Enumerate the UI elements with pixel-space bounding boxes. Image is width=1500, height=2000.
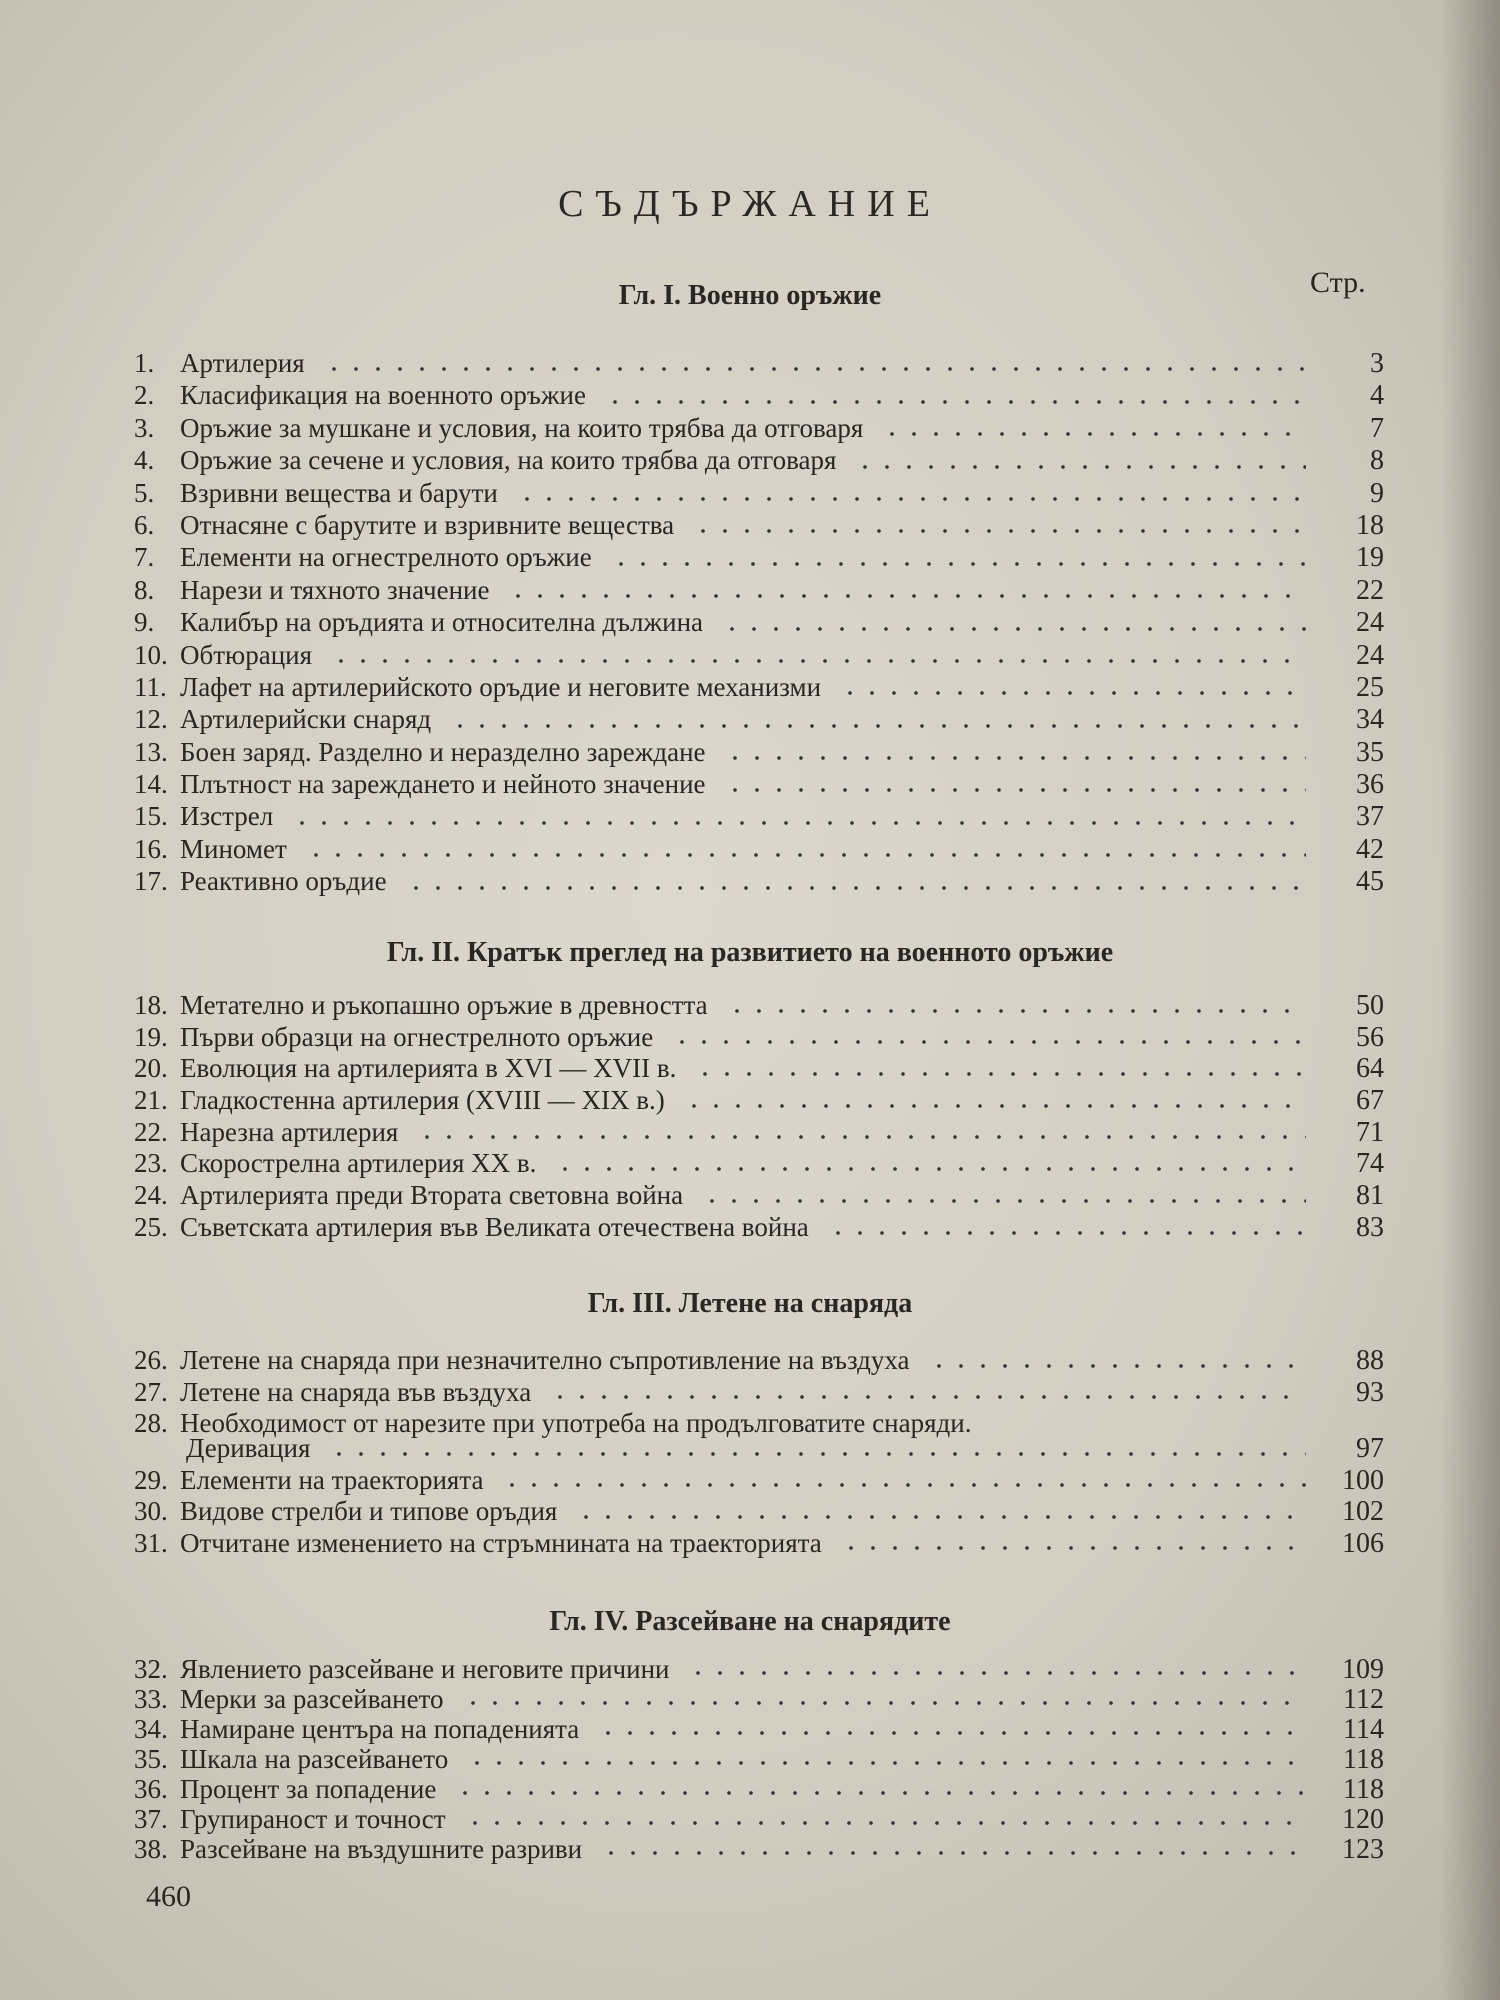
- toc-entry[interactable]: [134, 445, 1384, 477]
- page-title: СЪДЪРЖАНИЕ: [558, 183, 942, 225]
- entry-page: 114: [1343, 1714, 1384, 1745]
- entry-title: Нарези и тяхното значение: [180, 574, 490, 605]
- toc-entry[interactable]: [134, 1377, 1384, 1409]
- entry-title: Разсейване на въздушните разриви: [180, 1834, 583, 1864]
- entry-number: 24.: [134, 1180, 168, 1211]
- toc-entry[interactable]: [134, 1148, 1384, 1180]
- chapter-heading: Гл. I. Военно оръжие: [618, 280, 882, 311]
- toc-entry[interactable]: [134, 1496, 1384, 1528]
- dot-leader: [464, 1820, 1306, 1826]
- entry-page: 7: [1370, 412, 1384, 444]
- dot-leader: [462, 1700, 1306, 1706]
- entry-number: 7.: [134, 542, 155, 573]
- dot-leader: [449, 723, 1306, 729]
- entry-number: 31.: [134, 1527, 168, 1558]
- entry-title: Отчитане изменението на стръмнината на траекторията: [180, 1527, 822, 1558]
- dot-leader: [726, 1008, 1306, 1014]
- entry-title: Артилерията преди Втората световна война: [180, 1180, 684, 1211]
- dot-leader: [694, 1071, 1306, 1077]
- entry-number: 3.: [134, 412, 155, 443]
- chapter-items: [134, 348, 1384, 899]
- dot-leader: [323, 366, 1306, 372]
- dot-leader: [928, 1363, 1306, 1369]
- toc-entry[interactable]: [134, 575, 1384, 607]
- entry-title: Отнасяне с барутите и взривните вещества: [180, 509, 675, 540]
- toc-entry[interactable]: [134, 380, 1384, 412]
- entry-page: 25: [1356, 671, 1384, 703]
- entry-number: 16.: [134, 833, 168, 864]
- dot-leader: [827, 1230, 1306, 1236]
- page-column-label: Стр.: [1310, 266, 1366, 299]
- entry-number: 27.: [134, 1376, 168, 1407]
- dot-leader: [881, 431, 1306, 437]
- entry-number: 35.: [134, 1744, 168, 1774]
- entry-number: 22.: [134, 1116, 168, 1147]
- entry-title: Калибър на оръдията и относителна дължина: [180, 607, 704, 638]
- entry-number: 17.: [134, 866, 168, 897]
- chapter-items: [134, 990, 1384, 1244]
- entry-number: 14.: [134, 769, 168, 800]
- toc-entry[interactable]: [134, 1774, 1384, 1804]
- entry-page: 36: [1356, 769, 1384, 801]
- entry-page: 42: [1356, 833, 1384, 865]
- entry-title: Артилерийски снаряд: [180, 704, 432, 735]
- dot-leader: [854, 464, 1306, 470]
- dot-leader: [554, 1166, 1306, 1172]
- entry-page: 81: [1356, 1180, 1384, 1212]
- toc-entry[interactable]: [134, 413, 1384, 445]
- dot-leader: [701, 1198, 1306, 1204]
- entry-number: 18.: [134, 990, 168, 1020]
- entry-title: Мерки за разсейването: [180, 1684, 444, 1714]
- entry-title: Миномет: [180, 833, 287, 864]
- entry-number: 29.: [134, 1464, 168, 1495]
- entry-title: Намиране центъра на попаденията: [180, 1714, 580, 1744]
- entry-number: 2.: [134, 380, 155, 411]
- toc-entry[interactable]: [134, 1465, 1384, 1497]
- dot-leader: [466, 1760, 1306, 1766]
- entry-page: 118: [1343, 1774, 1384, 1805]
- page-number: 460: [146, 1880, 191, 1913]
- dot-leader: [330, 658, 1306, 664]
- entry-page: 83: [1356, 1211, 1384, 1243]
- entry-number: 6.: [134, 509, 155, 540]
- toc-entry[interactable]: [134, 801, 1384, 833]
- entry-number: 21.: [134, 1085, 168, 1116]
- entry-page: 109: [1342, 1654, 1384, 1685]
- entry-number: 34.: [134, 1714, 168, 1744]
- entry-page: 50: [1356, 990, 1384, 1021]
- entry-title: Явлението разсейване и неговите причини: [180, 1654, 670, 1684]
- dot-leader: [405, 885, 1306, 891]
- entry-page: 120: [1342, 1804, 1384, 1835]
- toc-entry[interactable]: [134, 1053, 1384, 1085]
- entry-title: Необходимост от нарезите при употреба на продълговатите снаряди.: [180, 1408, 972, 1438]
- dot-leader: [604, 399, 1306, 405]
- entry-number: 32.: [134, 1654, 168, 1684]
- entry-title: Метателно и ръкопашно оръжие в древността: [180, 990, 708, 1020]
- toc-entry[interactable]: [134, 1345, 1384, 1377]
- entry-title: Лафет на артилерийското оръдие и неговите механизми: [180, 671, 822, 702]
- entry-page: 97: [1356, 1433, 1384, 1465]
- entry-page: 34: [1356, 704, 1384, 736]
- dot-leader: [683, 1103, 1306, 1109]
- dot-leader: [839, 690, 1306, 696]
- toc-entry[interactable]: [134, 478, 1384, 510]
- entry-title: Плътност на зареждането и нейното значение: [180, 769, 706, 800]
- toc-entry[interactable]: [134, 640, 1384, 672]
- entry-number: 10.: [134, 639, 168, 670]
- toc-entry[interactable]: [134, 1117, 1384, 1149]
- entry-number: 12.: [134, 704, 168, 735]
- dot-leader: [721, 626, 1306, 632]
- entry-page: 35: [1356, 736, 1384, 768]
- dot-leader: [600, 1850, 1306, 1856]
- toc-entry[interactable]: [134, 1528, 1384, 1560]
- entry-number: 38.: [134, 1834, 168, 1864]
- dot-leader: [305, 852, 1306, 858]
- entry-page: 8: [1370, 445, 1384, 477]
- toc-entry[interactable]: [134, 1654, 1384, 1684]
- entry-page: 88: [1356, 1345, 1384, 1376]
- entry-number: 30.: [134, 1496, 168, 1527]
- entry-page: 18: [1356, 509, 1384, 541]
- entry-number: 13.: [134, 736, 168, 767]
- chapter-heading: Гл. II. Кратък преглед на развитието на военното оръжие: [386, 937, 1114, 968]
- toc-entry[interactable]: [134, 704, 1384, 736]
- entry-title: Обтюрация: [180, 639, 313, 670]
- toc-entry[interactable]: [134, 1085, 1384, 1117]
- dot-leader: [692, 528, 1306, 534]
- toc-entry[interactable]: [134, 672, 1384, 704]
- entry-number: 11.: [134, 671, 167, 702]
- entry-page: 64: [1356, 1053, 1384, 1085]
- dot-leader: [516, 496, 1306, 502]
- entry-title: Боен заряд. Разделно и неразделно зареждане: [180, 736, 706, 767]
- dot-leader: [671, 1039, 1306, 1045]
- dot-leader: [328, 1451, 1306, 1457]
- entry-page: 67: [1356, 1085, 1384, 1117]
- dot-leader: [724, 787, 1306, 793]
- entry-page: 22: [1356, 574, 1384, 606]
- entry-page: 19: [1356, 542, 1384, 574]
- entry-title: Видове стрелби и типове оръдия: [180, 1496, 558, 1527]
- dot-leader: [416, 1134, 1306, 1140]
- entry-title: Летене на снаряда във въздуха: [180, 1376, 532, 1407]
- toc-entry[interactable]: [134, 1834, 1384, 1864]
- entry-number: 4.: [134, 445, 155, 476]
- entry-title: Артилерия: [180, 348, 305, 378]
- entry-page: 56: [1356, 1021, 1384, 1053]
- dot-leader: [597, 1730, 1306, 1736]
- entry-number: 1.: [134, 348, 155, 378]
- dot-leader: [575, 1514, 1306, 1520]
- entry-page: 112: [1343, 1684, 1384, 1715]
- toc-entry[interactable]: [134, 510, 1384, 542]
- chapter-items: [134, 1654, 1384, 1864]
- entry-page: 4: [1370, 380, 1384, 412]
- entry-title: Първи образци на огнестрелното оръжие: [180, 1021, 654, 1052]
- dot-leader: [840, 1545, 1306, 1551]
- chapter-items: [134, 1345, 1384, 1559]
- dot-leader: [724, 755, 1306, 761]
- entry-number: 5.: [134, 477, 155, 508]
- entry-number: 33.: [134, 1684, 168, 1714]
- dot-leader: [501, 1482, 1306, 1488]
- entry-page: 45: [1356, 866, 1384, 898]
- entry-title: Съветската артилерия във Великата отечествена война: [180, 1211, 809, 1242]
- entry-title: Изстрел: [180, 801, 274, 832]
- toc-entry[interactable]: [134, 769, 1384, 801]
- dot-leader: [610, 561, 1306, 567]
- toc-entry[interactable]: [134, 1684, 1384, 1714]
- toc-entry[interactable]: [134, 834, 1384, 866]
- entry-page: 24: [1356, 639, 1384, 671]
- entry-title: Летене на снаряда при незначително съпротивление на въздуха: [180, 1345, 910, 1375]
- entry-page: 9: [1370, 477, 1384, 509]
- entry-page: 102: [1342, 1496, 1384, 1528]
- entry-number: 28.: [134, 1408, 168, 1438]
- entry-number: 25.: [134, 1211, 168, 1242]
- chapter-heading: Гл. III. Летене на снаряда: [587, 1288, 913, 1319]
- entry-title: Процент за попадение: [180, 1774, 437, 1804]
- entry-number: 9.: [134, 607, 155, 638]
- toc-entry[interactable]: [134, 1744, 1384, 1774]
- toc-entry[interactable]: [134, 737, 1384, 769]
- toc-entry[interactable]: [134, 1714, 1384, 1744]
- entry-title: Шкала на разсейването: [180, 1744, 449, 1774]
- toc-entry[interactable]: [134, 1180, 1384, 1212]
- entry-page: 123: [1342, 1834, 1384, 1865]
- entry-title: Скорострелна артилерия XX в.: [180, 1148, 537, 1179]
- toc-entry[interactable]: [134, 542, 1384, 574]
- dot-leader: [687, 1670, 1306, 1676]
- entry-page: 71: [1356, 1116, 1384, 1148]
- dot-leader: [454, 1790, 1306, 1796]
- entry-title: Оръжие за мушкане и условия, на които трябва да отговаря: [180, 412, 864, 443]
- toc-entry[interactable]: [134, 1022, 1384, 1054]
- entry-title: Групираност и точност: [180, 1804, 446, 1834]
- entry-title-continuation: Деривация: [186, 1433, 311, 1464]
- entry-title: Гладкостенна артилерия (XVIII — XIX в.): [180, 1085, 665, 1116]
- chapter-heading: Гл. IV. Разсейване на снарядите: [549, 1606, 951, 1637]
- dot-leader: [507, 593, 1306, 599]
- entry-page: 100: [1342, 1464, 1384, 1496]
- entry-title: Взривни вещества и барути: [180, 477, 498, 508]
- toc-entry[interactable]: [134, 866, 1384, 898]
- dot-leader: [549, 1394, 1306, 1400]
- toc-entry[interactable]: [134, 1212, 1384, 1244]
- entry-number: 20.: [134, 1053, 168, 1084]
- entry-title: Класификация на военното оръжие: [180, 380, 586, 411]
- dot-leader: [291, 820, 1306, 826]
- entry-page: 37: [1356, 801, 1384, 833]
- entry-page: 106: [1342, 1527, 1384, 1559]
- entry-number: 26.: [134, 1345, 168, 1375]
- entry-title: Оръжие за сечене и условия, на които трябва да отговаря: [180, 445, 837, 476]
- toc-entry[interactable]: [134, 607, 1384, 639]
- entry-number: 23.: [134, 1148, 168, 1179]
- entry-title: Елементи на огнестрелното оръжие: [180, 542, 592, 573]
- toc-entry[interactable]: [134, 1408, 1384, 1438]
- toc-entry[interactable]: [134, 990, 1384, 1022]
- entry-number: 36.: [134, 1774, 168, 1804]
- entry-title: Реактивно оръдие: [180, 866, 387, 897]
- toc-entry[interactable]: [134, 1804, 1384, 1834]
- entry-title: Нарезна артилерия: [180, 1116, 399, 1147]
- entry-title: Елементи на траекторията: [180, 1464, 484, 1495]
- entry-number: 37.: [134, 1804, 168, 1834]
- entry-page: 24: [1356, 607, 1384, 639]
- entry-number: 15.: [134, 801, 168, 832]
- toc-entry[interactable]: [134, 348, 1384, 380]
- entry-page: 93: [1356, 1376, 1384, 1408]
- entry-page: 74: [1356, 1148, 1384, 1180]
- entry-number: 19.: [134, 1021, 168, 1052]
- entry-title: Еволюция на артилерията в XVI — XVII в.: [180, 1053, 677, 1084]
- entry-number: 8.: [134, 574, 155, 605]
- entry-page: 118: [1343, 1744, 1384, 1775]
- entry-page: 3: [1370, 348, 1384, 379]
